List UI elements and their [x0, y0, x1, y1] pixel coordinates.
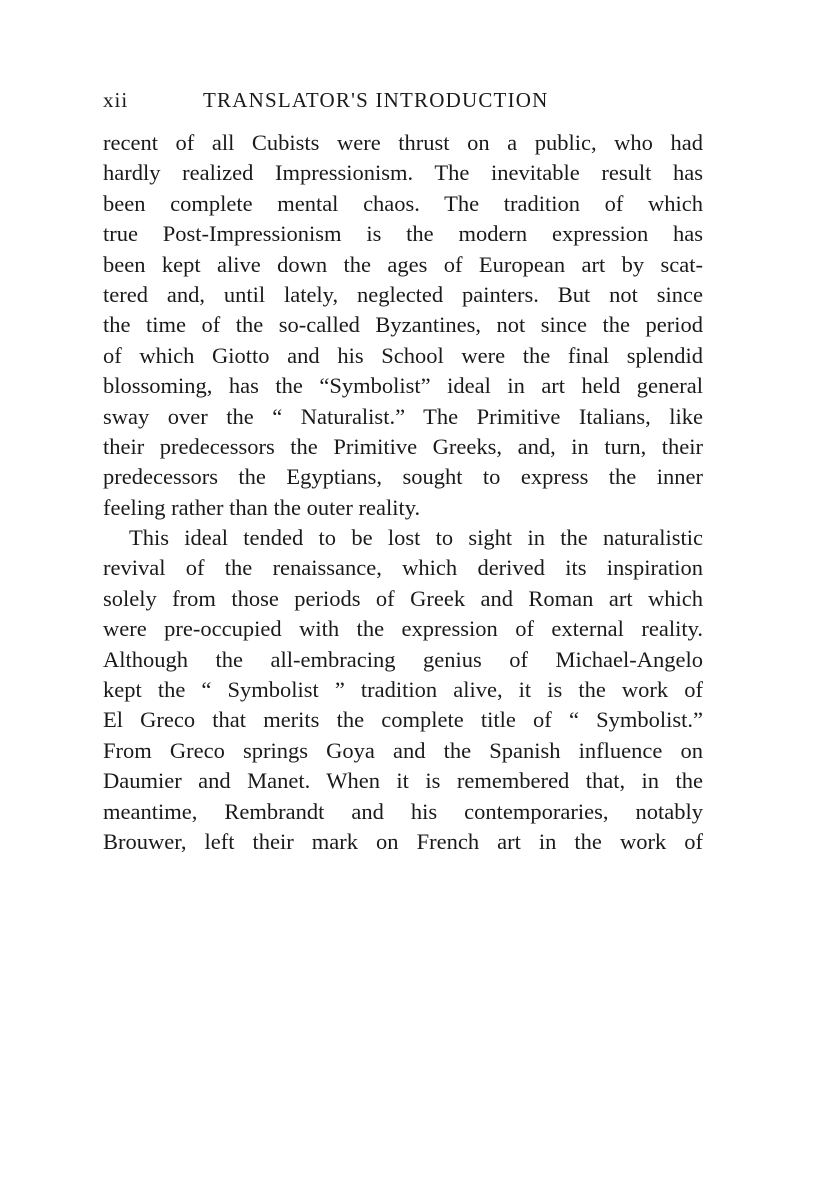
text-line: From Greco springs Goya and the Spanish influence on: [103, 737, 703, 763]
text-line: kept the “ Symbolist ” tradition alive, it is the work of: [103, 677, 703, 703]
body-text: [103, 128, 703, 857]
text-line: their predecessors the Primitive Greeks, and, in turn, their: [103, 433, 703, 459]
running-title: TRANSLATOR'S INTRODUCTION: [203, 88, 549, 112]
text-line: of which Giotto and his School were the final splendid: [103, 342, 703, 368]
text-line: El Greco that merits the complete title of “ Symbolist.”: [103, 707, 703, 733]
book-page: [103, 88, 703, 857]
page-number: xii: [103, 88, 129, 112]
paragraph-end-line: feeling rather than the outer reality.: [103, 494, 421, 520]
paragraph-start-line: This ideal tended to be lost to sight in the naturalistic: [129, 525, 703, 551]
text-line: blossoming, has the “Symbolist” ideal in art held general: [103, 373, 703, 399]
text-line: were pre-occupied with the expression of external reality.: [103, 616, 703, 642]
text-line: tered and, until lately, neglected painters. But not since: [103, 281, 703, 307]
text-line: Daumier and Manet. When it is remembered that, in the: [103, 768, 703, 794]
text-line: solely from those periods of Greek and Roman art which: [103, 585, 703, 611]
text-line: been complete mental chaos. The tradition of which: [103, 190, 703, 216]
text-line: Although the all-embracing genius of Michael-Angelo: [103, 646, 703, 672]
text-line: been kept alive down the ages of European art by scat-: [103, 251, 703, 277]
text-line: revival of the renaissance, which derived its inspiration: [103, 555, 703, 581]
text-line: sway over the “ Naturalist.” The Primitive Italians, like: [103, 403, 703, 429]
text-line: the time of the so-called Byzantines, not since the period: [103, 312, 703, 338]
text-line: Brouwer, left their mark on French art in the work of: [103, 828, 703, 854]
text-line: recent of all Cubists were thrust on a public, who had: [103, 130, 703, 155]
text-line: hardly realized Impressionism. The inevitable result has: [103, 160, 703, 186]
text-line: true Post-Impressionism is the modern expression has: [103, 221, 703, 247]
running-header: [103, 88, 703, 122]
text-line: meantime, Rembrandt and his contemporaries, notably: [103, 798, 703, 824]
text-line: predecessors the Egyptians, sought to express the inner: [103, 464, 703, 490]
